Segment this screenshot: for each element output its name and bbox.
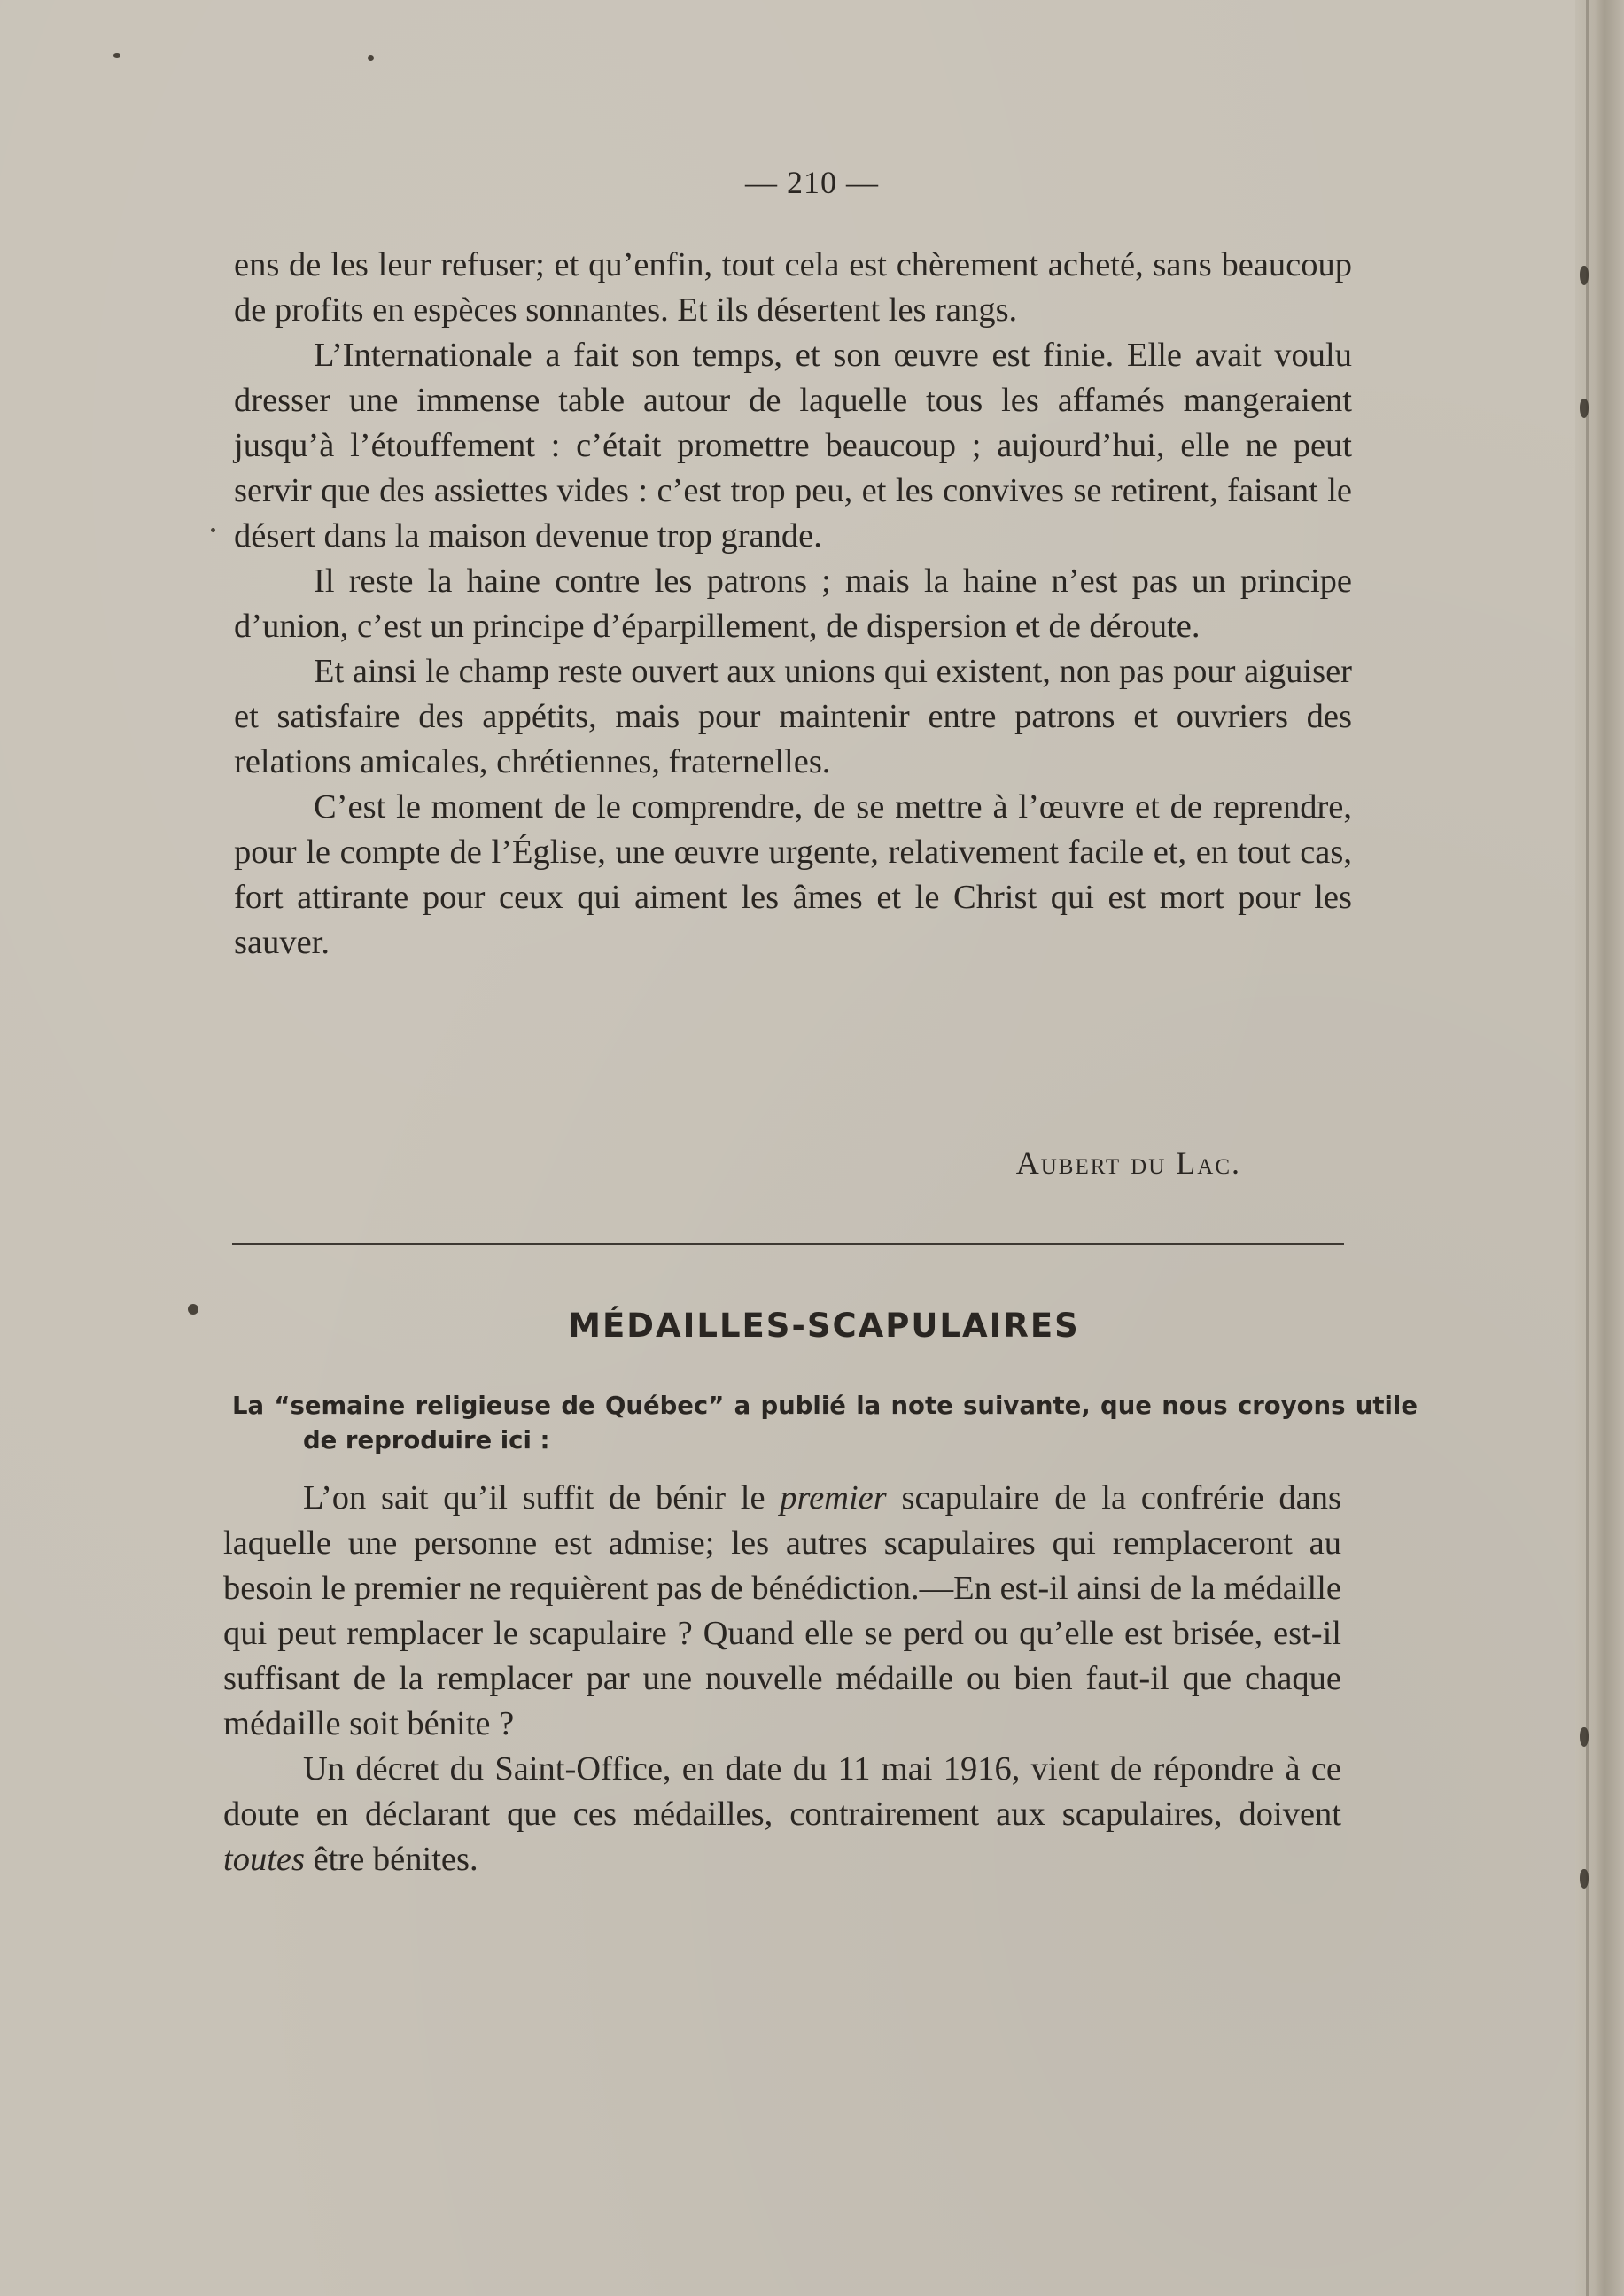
article-ending bbox=[234, 243, 1352, 966]
section-title: MÉDAILLES-SCAPULAIRES bbox=[568, 1307, 1080, 1345]
page-binding-edge bbox=[1575, 0, 1624, 2296]
paragraph-text: scapulaire de la confrérie dans laquelle une personne est admise; les autres scapulaires qui remplaceront au besoin le premier ne requièrent pas de bénédiction.—En est-il ainsi de la médaille qui peut remplacer le scapulaire ? Quand elle se perd ou qu’elle est brisée, est-il suffisant de la remplacer par une nouvelle médaille ou bien faut-il que chaque médaille soit bénite ? bbox=[223, 1479, 1341, 1742]
binding-stitch-mark bbox=[1580, 266, 1589, 285]
paragraph-text: être bénites. bbox=[304, 1841, 478, 1878]
paragraph: Il reste la haine contre les patrons ; mais la haine n’est pas un principe d’union, c’est un principe d’éparpillement, de dispersion et de déroute. bbox=[234, 562, 1352, 645]
section-intro: La “semaine religieuse de Québec” a publié la note suivante, que nous croyons utile de reproduire ici : bbox=[232, 1392, 1418, 1454]
paragraph: Et ainsi le champ reste ouvert aux unions qui existent, non pas pour aiguiser et satisfaire des appétits, mais pour maintenir entre patrons et ouvriers des relations amicales, chrétiennes, fraternelles. bbox=[234, 653, 1352, 780]
emphasis-premier: premier bbox=[780, 1479, 887, 1516]
paper-speck bbox=[113, 53, 120, 58]
binding-stitch-mark bbox=[1580, 1727, 1589, 1747]
paragraph-text: Un décret du Saint-Office, en date du 11 mai 1916, vient de répondre à ce doute en déclarant que ces médailles, contrairement aux scapulaires, doivent bbox=[223, 1750, 1341, 1833]
binding-line bbox=[1586, 0, 1589, 2296]
section-divider bbox=[232, 1243, 1344, 1245]
paragraph bbox=[223, 1747, 1341, 1882]
binding-stitch-mark bbox=[1580, 399, 1589, 418]
paper-speck bbox=[211, 528, 215, 532]
binding-stitch-mark bbox=[1580, 1869, 1589, 1889]
paragraph-text: L’on sait qu’il suffit de bénir le bbox=[303, 1479, 781, 1516]
paragraph: ens de les leur refuser; et qu’enfin, tout cela est chèrement acheté, sans beaucoup de profits en espèces sonnantes. Et ils désertent les rangs. bbox=[234, 246, 1352, 329]
section-body bbox=[223, 1476, 1341, 1882]
page-number: — 210 — bbox=[745, 165, 879, 200]
paragraph bbox=[223, 1476, 1341, 1747]
paper-speck bbox=[368, 55, 374, 61]
emphasis-toutes: toutes bbox=[223, 1841, 305, 1878]
paragraph: L’Internationale a fait son temps, et son œuvre est finie. Elle avait voulu dresser une immense table autour de laquelle tous les affamés mangeraient jusqu’à l’étouffement : c’était promettre beaucoup ; aujourd’hui, elle ne peut servir que des assiettes vides : c’est trop peu, et les convives se retirent, faisant le désert dans la maison devenue trop grande. bbox=[234, 337, 1352, 555]
author-signature: Aubert du Lac. bbox=[1015, 1145, 1241, 1181]
paragraph: C’est le moment de le comprendre, de se mettre à l’œuvre et de reprendre, pour le compte de l’Église, une œuvre urgente, relativement facile et, en tout cas, fort attirante pour ceux qui aiment les âmes et le Christ qui est mort pour les sauver. bbox=[234, 788, 1352, 961]
